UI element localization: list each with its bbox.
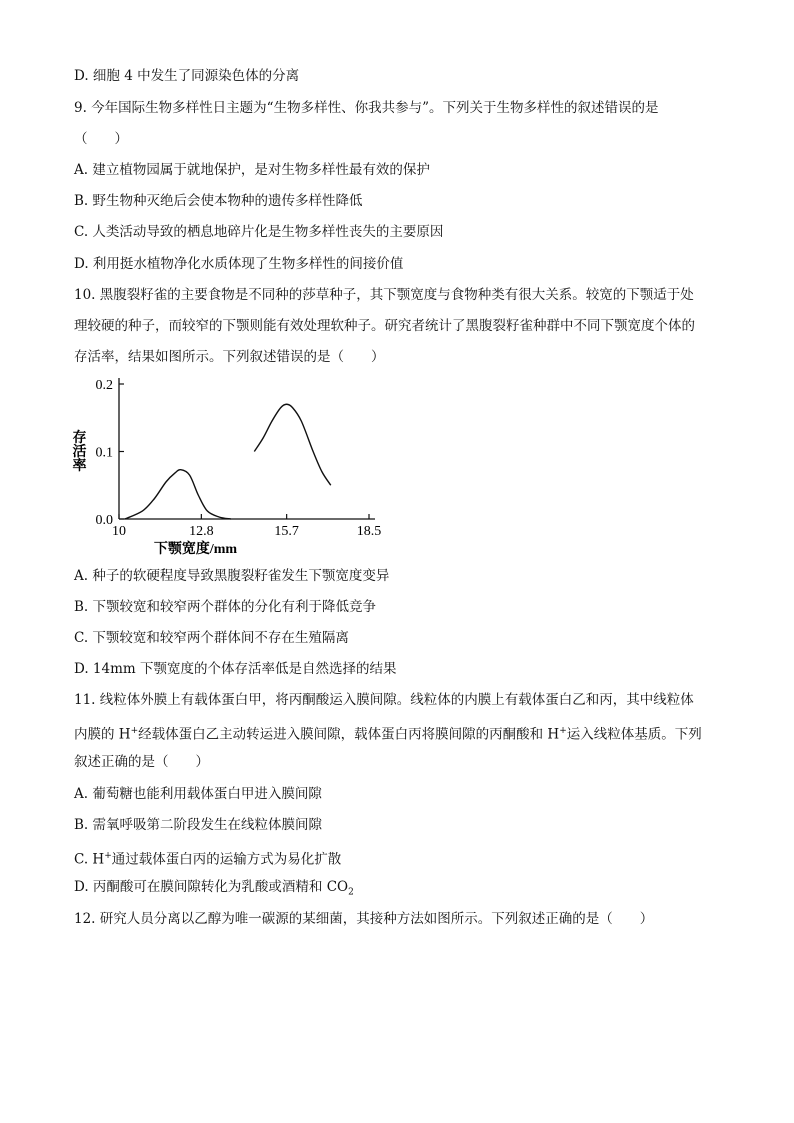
q11-option-d: D. 丙酮酸可在膜间隙转化为乳酸或酒精和 $CO_2$	[74, 879, 354, 898]
q9-answer-paren: （ ）	[74, 131, 128, 147]
y-tick-label: 0.1	[95, 445, 113, 461]
q10-option-a: A. 种子的软硬程度导致黑腹裂籽雀发生下颚宽度变异	[74, 568, 390, 584]
q9-option-c: C. 人类活动导致的栖息地碎片化是生物多样性丧失的主要原因	[74, 224, 444, 240]
series-line-2	[254, 404, 330, 485]
q11-stem-line2: 内膜的 H+经载体蛋白乙主动转运进入膜间隙，载体蛋白丙将膜间隙的丙酮酸和 H+运入线粒体基质。下列	[74, 726, 702, 743]
q8-option-d: D. 细胞 4 中发生了同源染色体的分离	[74, 68, 300, 84]
q10-option-b: B. 下颚较宽和较窄两个群体的分化有利于降低竞争	[74, 599, 377, 615]
chart-labels	[71, 378, 382, 557]
q11-stem-line1: 11. 线粒体外膜上有载体蛋白甲，将丙酮酸运入膜间隙。线粒体的内膜上有载体蛋白乙和丙，其中线粒体	[74, 692, 694, 708]
x-tick-label: 18.5	[356, 524, 382, 539]
q9-stem: 9. 今年国际生物多样性日主题为“生物多样性、你我共参与”。下列关于生物多样性的叙述错误的是	[74, 100, 659, 116]
x-tick-label: 12.8	[189, 524, 214, 539]
q10-option-c: C. 下颚较宽和较窄两个群体间不存在生殖隔离	[74, 630, 349, 646]
q11-option-b: B. 需氧呼吸第二阶段发生在线粒体膜间隙	[74, 817, 323, 833]
q10-stem-line2: 理较硬的种子，而较窄的下颚则能有效处理软种子。研究者统计了黑腹裂籽雀种群中不同下颚宽度个体的	[74, 318, 695, 334]
chart-axes	[119, 378, 375, 519]
q10-stem-line1: 10. 黑腹裂籽雀的主要食物是不同种的莎草种子，其下颚宽度与食物种类有很大关系。较宽的下颚适于处	[74, 287, 694, 303]
y-tick-label: 0.2	[95, 378, 113, 393]
y-tick-label: 0.0	[95, 513, 113, 528]
q10-stem-line3: 存活率，结果如图所示。下列叙述错误的是（ ）	[74, 349, 385, 365]
q11-stem-line3: 叙述正确的是（ ）	[74, 754, 209, 770]
q9-option-b: B. 野生物种灭绝后会使本物种的遗传多样性降低	[74, 193, 363, 209]
q9-option-a: A. 建立植物园属于就地保护，是对生物多样性最有效的保护	[74, 162, 430, 178]
q11-option-c: C. H+通过载体蛋白丙的运输方式为易化扩散	[74, 851, 342, 868]
survival-rate-chart	[64, 372, 394, 558]
x-tick-label: 10	[112, 524, 126, 539]
q9-option-d: D. 利用挺水植物净化水质体现了生物多样性的间接价值	[74, 256, 404, 272]
y-axis-label: 存活率	[70, 429, 86, 472]
chart-series	[125, 404, 331, 519]
q10-option-d: D. 14mm 下颚宽度的个体存活率低是自然选择的结果	[74, 661, 397, 677]
q12-stem: 12. 研究人员分离以乙醇为唯一碳源的某细菌，其接种方法如图所示。下列叙述正确的是（ ）	[74, 911, 654, 927]
x-axis-label: 下颚宽度/mm	[153, 542, 238, 557]
series-line-1	[125, 470, 231, 519]
q11-option-a: A. 葡萄糖也能利用载体蛋白甲进入膜间隙	[74, 786, 322, 802]
x-tick-label: 15.7	[274, 524, 299, 539]
